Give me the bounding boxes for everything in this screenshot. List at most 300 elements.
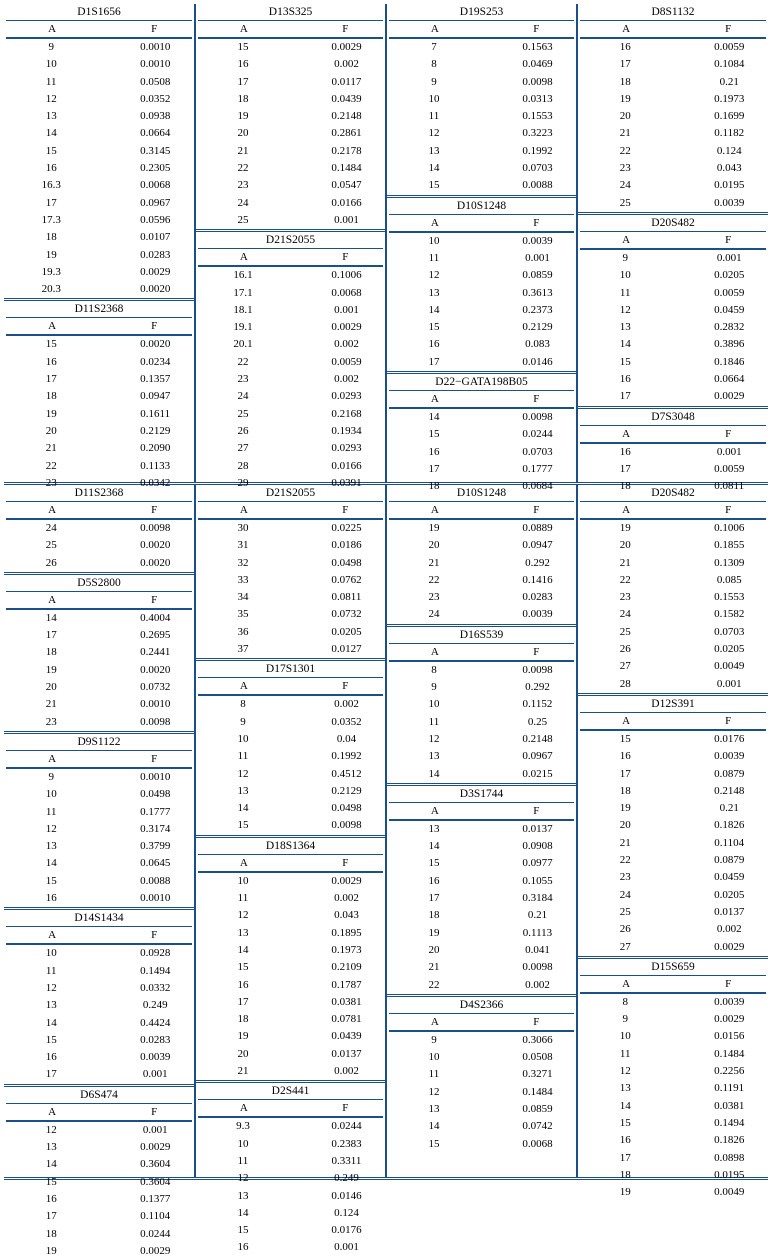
- frequency-cell: 0.002: [716, 923, 742, 936]
- table-row: [578, 1080, 768, 1097]
- frequency-cell: 0.1416: [522, 573, 553, 586]
- allele-cell: 19: [619, 522, 631, 534]
- frequency-cell: 0.0703: [522, 445, 553, 458]
- column-header-row: [580, 232, 766, 250]
- frequency-cell: 0.04: [336, 732, 357, 745]
- allele-cell: 23: [428, 591, 440, 604]
- allele-cell: 32: [237, 556, 249, 569]
- locus-table-d15s659: [578, 956, 768, 1202]
- locus-title: D19S253: [389, 4, 574, 21]
- table-row: [578, 267, 768, 284]
- frequency-cell: 0.0029: [331, 41, 362, 53]
- frequency-cell: 0.21: [527, 909, 548, 922]
- frequency-cell: 0.0879: [714, 767, 745, 780]
- frequency-cell: 0.1553: [714, 591, 745, 604]
- frequency-cell: 0.0010: [140, 58, 171, 71]
- table-row: [196, 423, 385, 440]
- frequency-cell: 0.1826: [714, 819, 745, 832]
- frequency-cell: 0.0967: [140, 196, 171, 209]
- frequency-cell: 0.2148: [522, 732, 553, 745]
- allele-cell: 23: [237, 373, 249, 386]
- allele-cell: 10: [237, 732, 249, 745]
- table-row: [4, 1191, 194, 1208]
- table-row: [387, 39, 576, 56]
- allele-cell: 15: [45, 338, 57, 351]
- frequency-cell: 0.2168: [331, 407, 362, 420]
- frequency-cell: 0.0664: [140, 127, 171, 140]
- locus-title: D10S1248: [389, 198, 574, 215]
- allele-cell: 8: [431, 58, 437, 71]
- frequency-header: F: [725, 504, 732, 516]
- allele-cell: 13: [45, 1141, 57, 1154]
- table-row: [578, 125, 768, 142]
- allele-cell: 36: [237, 625, 249, 638]
- table-row: [387, 572, 576, 589]
- table-row: [387, 302, 576, 319]
- locus-title: D10S1248: [389, 485, 574, 502]
- allele-cell: 24: [237, 196, 249, 209]
- frequency-cell: 0.0137: [714, 905, 745, 918]
- frequency-cell: 0.0293: [331, 390, 362, 403]
- allele-cell: 25: [619, 905, 631, 918]
- frequency-cell: 0.3145: [140, 144, 171, 157]
- allele-cell: 20: [619, 110, 631, 123]
- frequency-cell: 0.0459: [714, 303, 745, 316]
- table-row: [196, 624, 385, 641]
- table-row: [196, 520, 385, 537]
- frequency-cell: 0.0098: [140, 715, 171, 728]
- frequency-cell: 0.0967: [522, 750, 553, 763]
- table-row: [196, 1205, 385, 1222]
- column-header-row: [6, 751, 192, 769]
- table-row: [4, 1174, 194, 1191]
- locus-title: D6S474: [6, 1087, 192, 1104]
- table-row: [4, 160, 194, 177]
- table-row: [578, 1063, 768, 1080]
- frequency-cell: 0.2148: [714, 784, 745, 797]
- frequency-cell: 0.1855: [714, 539, 745, 552]
- allele-cell: 11: [45, 964, 57, 977]
- allele-cell: 18: [619, 480, 631, 493]
- frequency-cell: 0.0908: [522, 840, 553, 853]
- table-row: [4, 855, 194, 872]
- frequency-cell: 0.0059: [714, 286, 745, 299]
- allele-cell: 17: [237, 995, 249, 1008]
- locus-table-d5s2800: [4, 572, 194, 731]
- locus-title: D5S2800: [6, 575, 192, 592]
- locus-table-d21s2055: [196, 229, 385, 492]
- table-row: [387, 74, 576, 91]
- table-row: [578, 658, 768, 675]
- table-row: [387, 444, 576, 461]
- allele-cell: 9: [622, 251, 628, 264]
- table-row: [387, 91, 576, 108]
- table-row: [387, 336, 576, 353]
- frequency-header: F: [725, 977, 732, 990]
- allele-cell: 15: [45, 1033, 57, 1046]
- frequency-cell: 0.0947: [140, 390, 171, 403]
- frequency-cell: 0.4004: [140, 611, 171, 624]
- table-row: [196, 572, 385, 589]
- frequency-cell: 0.3799: [140, 840, 171, 853]
- table-row: [387, 250, 576, 267]
- table-row: [196, 766, 385, 783]
- frequency-cell: 0.3604: [140, 1175, 171, 1188]
- frequency-cell: 0.3271: [522, 1068, 553, 1081]
- allele-cell: 15: [428, 857, 440, 870]
- frequency-cell: 0.3223: [522, 127, 553, 140]
- allele-cell: 33: [237, 573, 249, 586]
- allele-cell: 17.1: [233, 286, 253, 299]
- table-row: [4, 1208, 194, 1225]
- table-row: [387, 925, 576, 942]
- table-row: [196, 56, 385, 73]
- frequency-cell: 0.0059: [714, 462, 745, 475]
- frequency-header: F: [151, 593, 158, 606]
- table-row: [4, 945, 194, 962]
- allele-cell: 30: [237, 522, 249, 534]
- table-row: [578, 108, 768, 125]
- table-row: [387, 855, 576, 872]
- allele-cell: 12: [45, 92, 57, 105]
- frequency-cell: 0.0088: [522, 179, 553, 192]
- frequency-cell: 0.1826: [714, 1134, 745, 1147]
- allele-cell: 11: [237, 750, 249, 763]
- allele-cell: 10: [45, 58, 57, 71]
- allele-cell: 18: [45, 390, 57, 403]
- table-row: [4, 627, 194, 644]
- table-row: [4, 838, 194, 855]
- allele-cell: 14: [237, 943, 249, 956]
- locus-title: D8S1132: [580, 4, 766, 21]
- allele-cell: 19: [45, 407, 57, 420]
- table-row: [4, 212, 194, 229]
- frequency-cell: 0.083: [525, 338, 550, 351]
- frequency-header: F: [342, 680, 349, 693]
- allele-header: A: [239, 856, 248, 869]
- frequency-cell: 0.1484: [522, 1085, 553, 1098]
- allele-cell: 16: [237, 1241, 249, 1254]
- frequency-cell: 0.2441: [140, 646, 171, 659]
- allele-header: A: [48, 504, 57, 516]
- frequency-cell: 0.0195: [714, 1168, 745, 1181]
- frequency-cell: 0.0186: [331, 539, 362, 552]
- frequency-cell: 0.3604: [140, 1158, 171, 1171]
- frequency-cell: 0.292: [525, 681, 550, 694]
- allele-cell: 17: [45, 1068, 57, 1081]
- allele-cell: 15: [237, 819, 249, 832]
- allele-cell: 11: [428, 110, 440, 123]
- allele-cell: 16: [45, 892, 57, 905]
- allele-cell: 11: [428, 251, 440, 264]
- table-row: [4, 388, 194, 405]
- allele-cell: 15: [619, 355, 631, 368]
- allele-cell: 24: [619, 608, 631, 621]
- allele-cell: 14: [619, 338, 631, 351]
- locus-table-d20s482: [578, 485, 768, 693]
- allele-cell: 24: [45, 522, 57, 534]
- allele-cell: 24: [428, 608, 440, 621]
- allele-cell: 18: [428, 480, 440, 493]
- allele-cell: 22: [619, 854, 631, 867]
- table-row: [578, 520, 768, 537]
- column-header-row: [580, 426, 766, 444]
- frequency-cell: 0.001: [716, 445, 742, 458]
- allele-cell: 10: [237, 1137, 249, 1150]
- allele-cell: 13: [428, 822, 440, 835]
- allele-cell: 14: [237, 802, 249, 815]
- frequency-header: F: [533, 1015, 540, 1028]
- allele-header: A: [430, 645, 439, 658]
- frequency-cell: 0.0977: [522, 857, 553, 870]
- frequency-cell: 0.21: [719, 75, 739, 88]
- allele-header: A: [48, 23, 57, 35]
- frequency-cell: 0.249: [142, 999, 168, 1012]
- allele-cell: 12: [428, 127, 440, 140]
- frequency-cell: 0.0049: [714, 1186, 745, 1199]
- frequency-header: F: [342, 504, 349, 516]
- table-row: [4, 1066, 194, 1083]
- frequency-cell: 0.1006: [714, 522, 745, 534]
- frequency-cell: 0.0146: [522, 355, 553, 368]
- allele-cell: 21: [428, 961, 440, 974]
- table-row: [387, 606, 576, 623]
- locus-title: D2S441: [198, 1083, 383, 1100]
- allele-cell: 15: [237, 41, 249, 53]
- locus-table-d12s391: [578, 693, 768, 956]
- table-row: [4, 555, 194, 572]
- frequency-cell: 0.0068: [331, 286, 362, 299]
- frequency-cell: 0.0020: [140, 283, 171, 296]
- table-row: [4, 91, 194, 108]
- table-row: [387, 319, 576, 336]
- table-row: [387, 461, 576, 478]
- frequency-cell: 0.2383: [331, 1137, 362, 1150]
- allele-cell: 14: [428, 840, 440, 853]
- frequency-cell: 0.4424: [140, 1016, 171, 1029]
- allele-cell: 10: [428, 1051, 440, 1064]
- table-row: [578, 1150, 768, 1167]
- frequency-header: F: [342, 1102, 349, 1115]
- frequency-cell: 0.0205: [714, 888, 745, 901]
- allele-cell: 24: [619, 179, 631, 192]
- frequency-cell: 0.1113: [522, 926, 553, 939]
- frequency-cell: 0.2861: [331, 127, 362, 140]
- frequency-cell: 0.0547: [331, 179, 362, 192]
- table-row: [578, 817, 768, 834]
- column-header-row: [580, 502, 766, 520]
- allele-cell: 17: [619, 767, 631, 780]
- frequency-cell: 0.0244: [331, 1120, 362, 1133]
- frequency-cell: 0.2832: [714, 321, 745, 334]
- allele-cell: 19: [237, 1030, 249, 1043]
- frequency-cell: 0.043: [716, 162, 742, 175]
- allele-cell: 9.3: [236, 1120, 250, 1133]
- locus-table-d10s1248: [387, 485, 576, 624]
- allele-cell: 21: [619, 127, 631, 140]
- table-row: [196, 783, 385, 800]
- table-row: [4, 56, 194, 73]
- table-row: [578, 1167, 768, 1184]
- allele-cell: 37: [237, 643, 249, 656]
- allele-cell: 12: [45, 1123, 57, 1136]
- table-row: [578, 74, 768, 91]
- allele-cell: 24: [237, 390, 249, 403]
- locus-title: D14S1434: [6, 910, 192, 927]
- allele-cell: 20.1: [233, 338, 253, 351]
- allele-cell: 10: [428, 234, 440, 247]
- table-row: [578, 537, 768, 554]
- allele-cell: 16: [428, 874, 440, 887]
- frequency-cell: 0.1494: [140, 964, 171, 977]
- allele-cell: 11: [619, 286, 631, 299]
- frequency-cell: 0.2148: [331, 110, 362, 123]
- frequency-cell: 0.0029: [331, 874, 362, 887]
- frequency-cell: 0.1006: [331, 269, 362, 282]
- allele-cell: 17: [45, 196, 57, 209]
- frequency-cell: 0.0098: [522, 75, 553, 88]
- frequency-cell: 0.0029: [714, 940, 745, 953]
- locus-table-d11s2368: [4, 298, 194, 492]
- table-row: [387, 1049, 576, 1066]
- allele-cell: 13: [237, 926, 249, 939]
- table-row: [196, 606, 385, 623]
- table-row: [196, 285, 385, 302]
- allele-cell: 14: [45, 857, 57, 870]
- allele-header: A: [622, 23, 631, 35]
- allele-header: A: [430, 504, 439, 516]
- allele-cell: 9: [240, 715, 246, 728]
- allele-cell: 14: [428, 1120, 440, 1133]
- allele-cell: 8: [431, 663, 437, 676]
- column-header-row: [198, 678, 383, 696]
- frequency-cell: 0.0225: [331, 522, 362, 534]
- frequency-cell: 0.0508: [522, 1051, 553, 1064]
- frequency-header: F: [533, 804, 540, 817]
- allele-cell: 9: [431, 681, 437, 694]
- frequency-cell: 0.0313: [522, 92, 553, 105]
- table-row: [387, 267, 576, 284]
- frequency-cell: 0.249: [334, 1172, 359, 1185]
- allele-cell: 22: [45, 459, 57, 472]
- frequency-cell: 0.0010: [140, 41, 171, 53]
- table-row: [196, 212, 385, 229]
- table-row: [578, 589, 768, 606]
- table-row: [387, 838, 576, 855]
- allele-cell: 17: [619, 462, 631, 475]
- frequency-cell: 0.2129: [140, 424, 171, 437]
- table-row: [387, 1118, 576, 1135]
- allele-cell: 25: [619, 196, 631, 209]
- allele-cell: 21: [237, 1065, 249, 1078]
- allele-cell: 11: [237, 892, 249, 905]
- table-row: [387, 942, 576, 959]
- allele-cell: 19: [619, 802, 631, 815]
- frequency-cell: 0.0645: [140, 857, 171, 870]
- allele-cell: 17: [237, 75, 249, 88]
- allele-header: A: [48, 593, 57, 606]
- allele-cell: 8: [240, 698, 246, 711]
- allele-cell: 28: [619, 677, 631, 690]
- frequency-cell: 0.0732: [140, 681, 171, 694]
- frequency-cell: 0.0039: [714, 750, 745, 763]
- frequency-cell: 0.2178: [331, 144, 362, 157]
- table-row: [4, 125, 194, 142]
- table-row: [578, 371, 768, 388]
- allele-cell: 13: [428, 286, 440, 299]
- allele-cell: 10: [428, 92, 440, 105]
- table-row: [4, 108, 194, 125]
- table-column: [195, 485, 386, 1254]
- allele-cell: 17: [428, 355, 440, 368]
- locus-title: D22−GATA198B05: [389, 374, 574, 391]
- table-row: [387, 108, 576, 125]
- frequency-cell: 0.0596: [140, 213, 171, 226]
- frequency-cell: 0.0781: [331, 1013, 362, 1026]
- frequency-cell: 0.0146: [331, 1189, 362, 1202]
- table-row: [578, 336, 768, 353]
- allele-cell: 16: [619, 373, 631, 386]
- frequency-cell: 0.0020: [140, 556, 171, 569]
- frequency-cell: 0.002: [334, 1065, 359, 1078]
- table-row: [196, 1153, 385, 1170]
- allele-cell: 18: [428, 909, 440, 922]
- frequency-cell: 0.1992: [522, 144, 553, 157]
- table-row: [578, 388, 768, 405]
- table-row: [387, 873, 576, 890]
- allele-cell: 22: [619, 573, 631, 586]
- frequency-cell: 0.2695: [140, 629, 171, 642]
- column-header-row: [389, 391, 574, 409]
- locus-title: D20S482: [580, 215, 766, 232]
- allele-cell: 16: [619, 41, 631, 53]
- allele-header: A: [239, 1102, 248, 1115]
- locus-table-d4s2366: [387, 994, 576, 1153]
- allele-cell: 22: [619, 144, 631, 157]
- table-row: [387, 959, 576, 976]
- table-row: [196, 371, 385, 388]
- allele-cell: 16: [428, 338, 440, 351]
- table-row: [387, 409, 576, 426]
- table-row: [387, 731, 576, 748]
- table-row: [196, 160, 385, 177]
- allele-cell: 14: [45, 1158, 57, 1171]
- frequency-header: F: [725, 233, 732, 246]
- table-row: [196, 873, 385, 890]
- column-header-row: [389, 644, 574, 662]
- frequency-cell: 0.3184: [522, 892, 553, 905]
- table-row: [387, 160, 576, 177]
- frequency-cell: 0.0205: [714, 643, 745, 656]
- frequency-cell: 0.0098: [522, 961, 553, 974]
- frequency-cell: 0.0039: [714, 196, 745, 209]
- locus-title: D21S2055: [198, 485, 383, 502]
- table-row: [387, 426, 576, 443]
- table-row: [578, 250, 768, 267]
- frequency-cell: 0.0049: [714, 660, 745, 673]
- frequency-cell: 0.3896: [714, 338, 745, 351]
- frequency-cell: 0.0742: [522, 1120, 553, 1133]
- allele-cell: 23: [45, 715, 57, 728]
- table-row: [196, 177, 385, 194]
- frequency-cell: 0.0176: [331, 1224, 362, 1237]
- table-row: [196, 195, 385, 212]
- column-header-row: [198, 21, 383, 39]
- table-row: [196, 748, 385, 765]
- frequency-cell: 0.0811: [714, 480, 745, 493]
- column-header-row: [6, 318, 192, 336]
- allele-cell: 22: [428, 573, 440, 586]
